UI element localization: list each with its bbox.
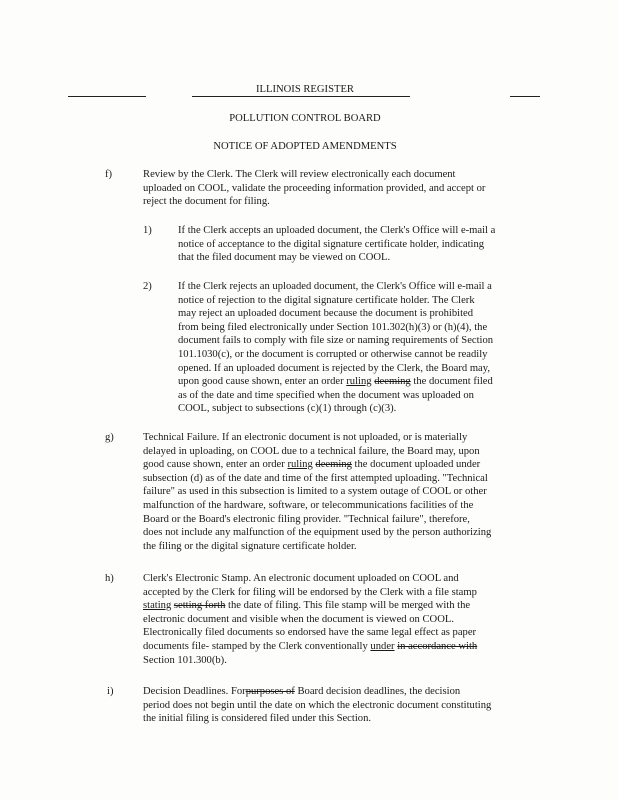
- section-h-text: [143, 572, 477, 667]
- text-fragment: Board decision deadlines, the decision: [294, 686, 461, 697]
- text-line: may reject an uploaded document because the document is prohibited: [178, 308, 474, 320]
- text-line: does not include any malfunction of the equipment used by the person authorizing: [143, 527, 492, 539]
- text-line: reject the document for filing.: [143, 196, 270, 208]
- text-line: notice of rejection to the digital signature certificate holder. The Clerk: [178, 294, 475, 306]
- section-h-marker: h): [105, 573, 114, 584]
- section-g-text: [143, 431, 491, 553]
- text-fragment: Decision Deadlines.: [143, 686, 231, 697]
- text-line: electronic document and visible when the document is viewed on COOL.: [143, 613, 454, 625]
- text-line: uploaded on COOL, validate the proceeding information provided, and accept or: [143, 182, 486, 194]
- text-line: Electronically filed documents so endorsed have the same legal effect as paper: [143, 627, 477, 639]
- text-line: Clerk's Electronic Stamp. An electronic document uploaded on COOL and: [143, 573, 459, 584]
- text-fragment: documents file- stamped by the Clerk conventionally: [143, 640, 371, 652]
- text-line: opened. If an uploaded document is rejected by the Clerk, the Board may,: [178, 362, 491, 374]
- text-line: If the Clerk rejects an uploaded document, the Clerk's Office will e-mail a: [178, 281, 492, 292]
- section-f-marker: f): [105, 169, 113, 180]
- text-fragment: the date of filing. This file stamp will be merged with the: [225, 600, 471, 612]
- text-line: accepted by the Clerk for filing will be endorsed by the Clerk with a file stamp: [143, 586, 477, 598]
- text-line: the initial filing is considered filed under this Section.: [143, 713, 372, 725]
- inserted-text: under: [370, 640, 395, 652]
- text-line: as of the date and time specified when the document was uploaded on: [178, 389, 474, 401]
- deleted-text: purposes of: [245, 686, 295, 697]
- register-title: ILLINOIS REGISTER: [256, 84, 354, 95]
- deleted-text: setting forth: [173, 600, 226, 612]
- text-line: delayed in uploading, on COOL due to a technical failure, the Board may, upon: [143, 445, 480, 457]
- deleted-text: in accordance with: [397, 640, 478, 652]
- text-line: COOL, subject to subsections (c)(1) through (c)(3).: [178, 403, 397, 415]
- text-fragment: upon good cause shown, enter an order: [178, 376, 347, 388]
- text-line-amended: [178, 375, 493, 389]
- text-line: that the filed document may be viewed on COOL.: [178, 252, 391, 264]
- text-line: 101.1030(c), or the document is corrupted or otherwise cannot be readily: [178, 348, 488, 360]
- subsection-1-marker: 1): [143, 225, 152, 236]
- board-title: POLLUTION CONTROL BOARD: [229, 113, 381, 124]
- text-line: from being filed electronically under Section 101.302(h)(3) or (h)(4), the: [178, 321, 488, 333]
- text-fragment: the document filed: [410, 376, 493, 388]
- text-line-amended: [143, 599, 477, 613]
- text-line: period does not begin until the date on which the electronic document constituting: [143, 699, 492, 711]
- text-line-amended: [143, 640, 477, 654]
- inserted-text: ruling: [346, 376, 372, 388]
- text-fragment: good cause shown, enter an order: [143, 459, 288, 471]
- section-g-marker: g): [105, 432, 114, 443]
- inserted-text: stating: [143, 600, 172, 612]
- text-line: If the Clerk accepts an uploaded document, the Clerk's Office will e-mail a: [178, 225, 496, 236]
- text-line: Technical Failure. If an electronic document is not uploaded, or is materially: [143, 432, 468, 443]
- text-fragment: the document uploaded under: [351, 459, 481, 471]
- notice-title: NOTICE OF ADOPTED AMENDMENTS: [213, 141, 397, 152]
- text-line: Review by the Clerk. The Clerk will review electronically each document: [143, 169, 456, 180]
- section-i-text: [143, 685, 491, 726]
- section-f-text: [143, 168, 485, 209]
- section-i-marker: i): [107, 686, 114, 697]
- subsection-2-marker: 2): [143, 281, 152, 292]
- text-line: notice of acceptance to the digital signature certificate holder, indicating: [178, 238, 485, 250]
- text-line: failure" as used in this subsection is limited to a system outage of COOL or other: [143, 486, 487, 498]
- text-line: subsection (d) as of the date and time of the first attempted uploading. "Technical: [143, 472, 488, 484]
- text-line: the filing or the digital signature certificate holder.: [143, 540, 357, 552]
- text-line: Board or the Board's electronic filing provider. "Technical failure", therefore,: [143, 513, 470, 525]
- inserted-text: ruling: [287, 459, 313, 471]
- text-line-amended: [143, 685, 491, 699]
- text-line: Section 101.300(b).: [143, 654, 227, 666]
- text-line: malfunction of the hardware, software, or telecommunications facilities of the: [143, 499, 474, 511]
- text-line: document fails to comply with file size or naming requirements of Section: [178, 335, 494, 347]
- inserted-text: For: [230, 686, 246, 697]
- text-line-amended: [143, 458, 491, 472]
- subsection-1-text: [178, 224, 495, 265]
- deleted-text: deeming: [315, 459, 352, 471]
- deleted-text: deeming: [374, 376, 411, 388]
- subsection-2-text: [178, 280, 493, 416]
